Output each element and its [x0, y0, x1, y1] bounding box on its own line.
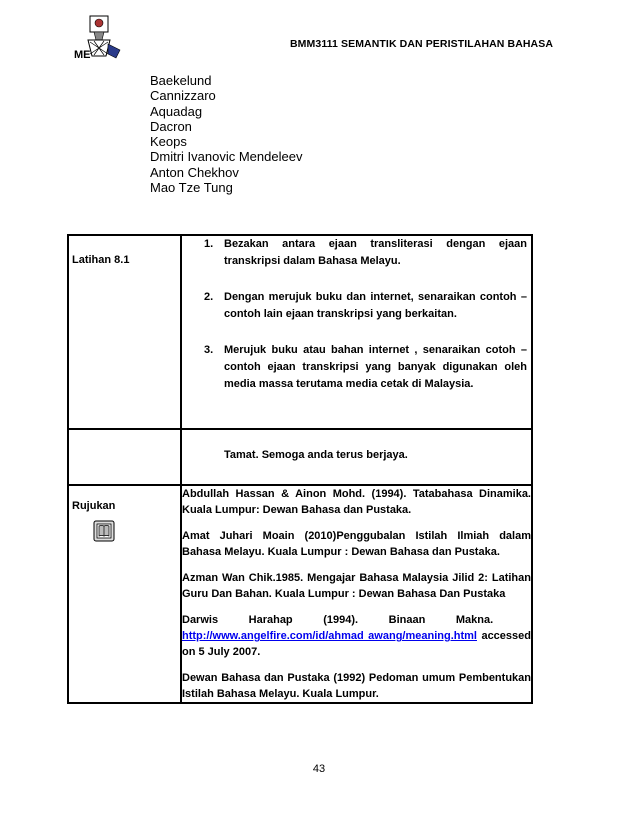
exercise-item: 1. Bezakan antara ejaan transliterasi dengan ejaan transkripsi dalam Bahasa Melayu.	[204, 238, 527, 267]
content-table	[67, 234, 533, 704]
latihan-items-cell	[181, 235, 532, 429]
reference-darwis-prefix: Darwis Harahap (1994). Binaan Makna.	[182, 614, 494, 626]
reference-link[interactable]: http://www.angelfire.com/id/ahmad awang/meaning.html	[182, 630, 477, 642]
name-item: Baekelund	[150, 73, 212, 88]
reference-item: Azman Wan Chik.1985. Mengajar Bahasa Malaysia Jilid 2: Latihan Guru Dan Bahan. Kuala Lumpur : Dewan Bahasa Dan Pustaka	[182, 572, 531, 600]
references-cell	[181, 485, 532, 703]
reference-accessed: accessed on 5 July 2007.	[182, 630, 531, 658]
name-item: Aquadag	[150, 103, 203, 119]
name-list	[150, 73, 302, 195]
latihan-label: Latihan 8.1	[72, 254, 130, 266]
name-item: Cannizzaro	[150, 88, 216, 104]
reference-item	[182, 612, 531, 660]
empty-cell	[68, 429, 181, 485]
reference-item: Amat Juhari Moain (2010)Penggubalan Istilah Ilmiah dalam Bahasa Melayu. Kuala Lumpur : Dewan Bahasa dan Pustaka.	[182, 530, 531, 558]
name-item: Dmitri Ivanovic Mendeleev	[150, 149, 303, 165]
course-header: BMM3111 SEMANTIK DAN PERISTILAHAN BAHASA	[290, 38, 554, 50]
page-number: 43	[312, 763, 326, 775]
book-icon	[93, 520, 115, 542]
closing-text: Tamat. Semoga anda terus berjaya.	[224, 449, 408, 461]
exercise-list	[182, 236, 531, 393]
name-item: Keops	[150, 134, 187, 150]
rujukan-label: Rujukan	[72, 500, 116, 512]
reference-item: Dewan Bahasa dan Pustaka (1992) Pedoman umum Pembentukan Istilah Bahasa Melayu. Kuala Lumpur.	[182, 672, 531, 700]
exercise-item: 3. Merujuk buku atau bahan internet , senaraikan cotoh – contoh ejaan transkripsi yang banyak digunakan oleh media massa terutama media cetak di Malaysia.	[204, 344, 527, 390]
closing-cell	[181, 429, 532, 485]
rujukan-label-cell	[68, 485, 181, 703]
latihan-label-cell	[68, 235, 181, 429]
name-item: Anton Chekhov	[150, 164, 239, 180]
logo-text: ME	[74, 49, 91, 61]
exercise-item: 2. Dengan merujuk buku dan internet, senaraikan contoh – contoh lain ejaan transkripsi yang berkaitan.	[204, 291, 527, 320]
name-item: Dacron	[150, 118, 192, 134]
name-item: Mao Tze Tung	[150, 180, 233, 196]
reference-item: Abdullah Hassan & Ainon Mohd. (1994). Tatabahasa Dinamika. Kuala Lumpur: Dewan Bahasa dan Pustaka.	[182, 488, 531, 516]
